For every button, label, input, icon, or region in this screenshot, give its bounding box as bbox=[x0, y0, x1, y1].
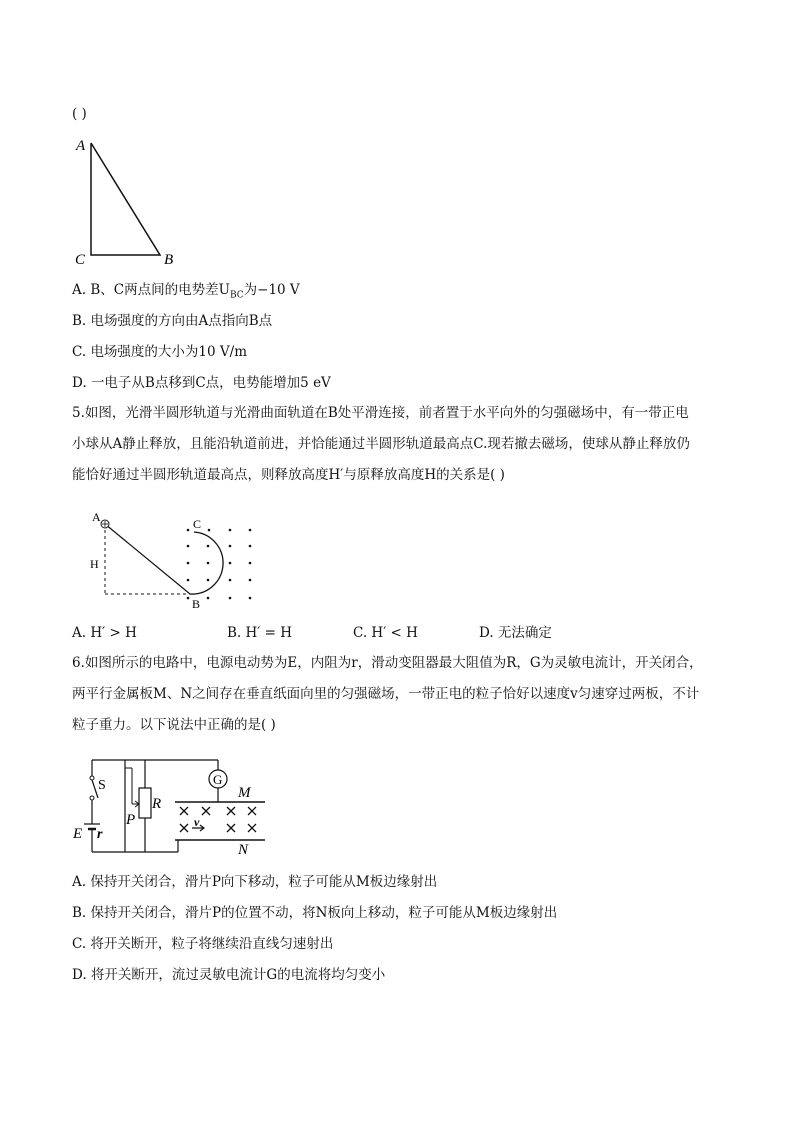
q6-label-S: S bbox=[98, 778, 106, 793]
q4-option-c: C. 电场强度的大小为10 V/m bbox=[72, 344, 248, 360]
q6-stem-line3: 粒子重力。以下说法中正确的是( ) bbox=[72, 717, 276, 733]
q4-option-b: B. 电场强度的方向由A点指向B点 bbox=[72, 313, 273, 329]
q5-option-a: A. H′ > H bbox=[72, 625, 137, 641]
q5-label-H: H bbox=[90, 557, 99, 571]
q5-stem-line2: 小球从A静止释放，且能沿轨道前进，并恰能通过半圆形轨道最高点C.现若撤去磁场，使球从静止释放仍 bbox=[72, 436, 690, 452]
q5-option-b: B. H′ = H bbox=[227, 625, 293, 641]
q6-option-a: A. 保持开关闭合，滑片P向下移动，粒子可能从M板边缘射出 bbox=[72, 874, 438, 890]
q6-stem-line2: 两平行金属板M、N之间存在垂直纸面向里的匀强磁场，一带正电的粒子恰好以速度v匀速穿过两板，不计 bbox=[72, 686, 700, 702]
q6-option-d: D. 将开关断开，流过灵敏电流计G的电流将均匀变小 bbox=[72, 967, 386, 983]
q6-option-b: B. 保持开关闭合，滑片P的位置不动，将N板向上移动，粒子可能从M板边缘射出 bbox=[72, 905, 558, 921]
q5-stem-line3: 能恰好通过半圆形轨道最高点，则释放高度H′与原释放高度H的关系是( ) bbox=[72, 467, 505, 483]
q6-option-c: C. 将开关断开，粒子将继续沿直线匀速射出 bbox=[72, 936, 334, 952]
q4-option-d: D. 一电子从B点移到C点，电势能增加5 eV bbox=[72, 375, 331, 391]
q4-triangle-figure bbox=[70, 130, 190, 270]
q5-label-A: A bbox=[92, 510, 101, 524]
q6-stem-line1: 6.如图所示的电路中，电源电动势为E，内阻为r，滑动变阻器最大阻值为R，G为灵敏电流计，开关闭合， bbox=[72, 655, 703, 671]
q5-option-c: C. H′ < H bbox=[353, 625, 418, 641]
q6-label-v: v bbox=[194, 815, 200, 829]
q5-option-d: D. 无法确定 bbox=[479, 625, 552, 641]
q6-label-N: N bbox=[238, 842, 249, 858]
q5-label-B: B bbox=[192, 597, 201, 610]
q6-label-R: R bbox=[152, 796, 162, 812]
q4-label-A: A bbox=[76, 138, 86, 154]
q5-label-C: C bbox=[193, 517, 202, 531]
q5-track-figure bbox=[80, 508, 260, 610]
q4-option-a: A. B、C两点间的电势差$U_{BC}$为−10 V bbox=[72, 282, 300, 301]
q4-label-B: B bbox=[164, 252, 174, 268]
q6-label-M: M bbox=[238, 785, 251, 801]
q6-label-G: G bbox=[213, 772, 223, 787]
q6-circuit-figure bbox=[70, 752, 280, 860]
q4-label-C: C bbox=[75, 252, 86, 268]
q6-label-r: r bbox=[97, 827, 103, 842]
q5-stem-line1: 5.如图，光滑半圆形轨道与光滑曲面轨道在B处平滑连接，前者置于水平向外的匀强磁场中，有一带正电 bbox=[72, 405, 689, 421]
q6-label-P: P bbox=[126, 812, 136, 828]
q6-label-E: E bbox=[73, 826, 83, 842]
q4-answer-paren: ( ) bbox=[72, 106, 87, 122]
